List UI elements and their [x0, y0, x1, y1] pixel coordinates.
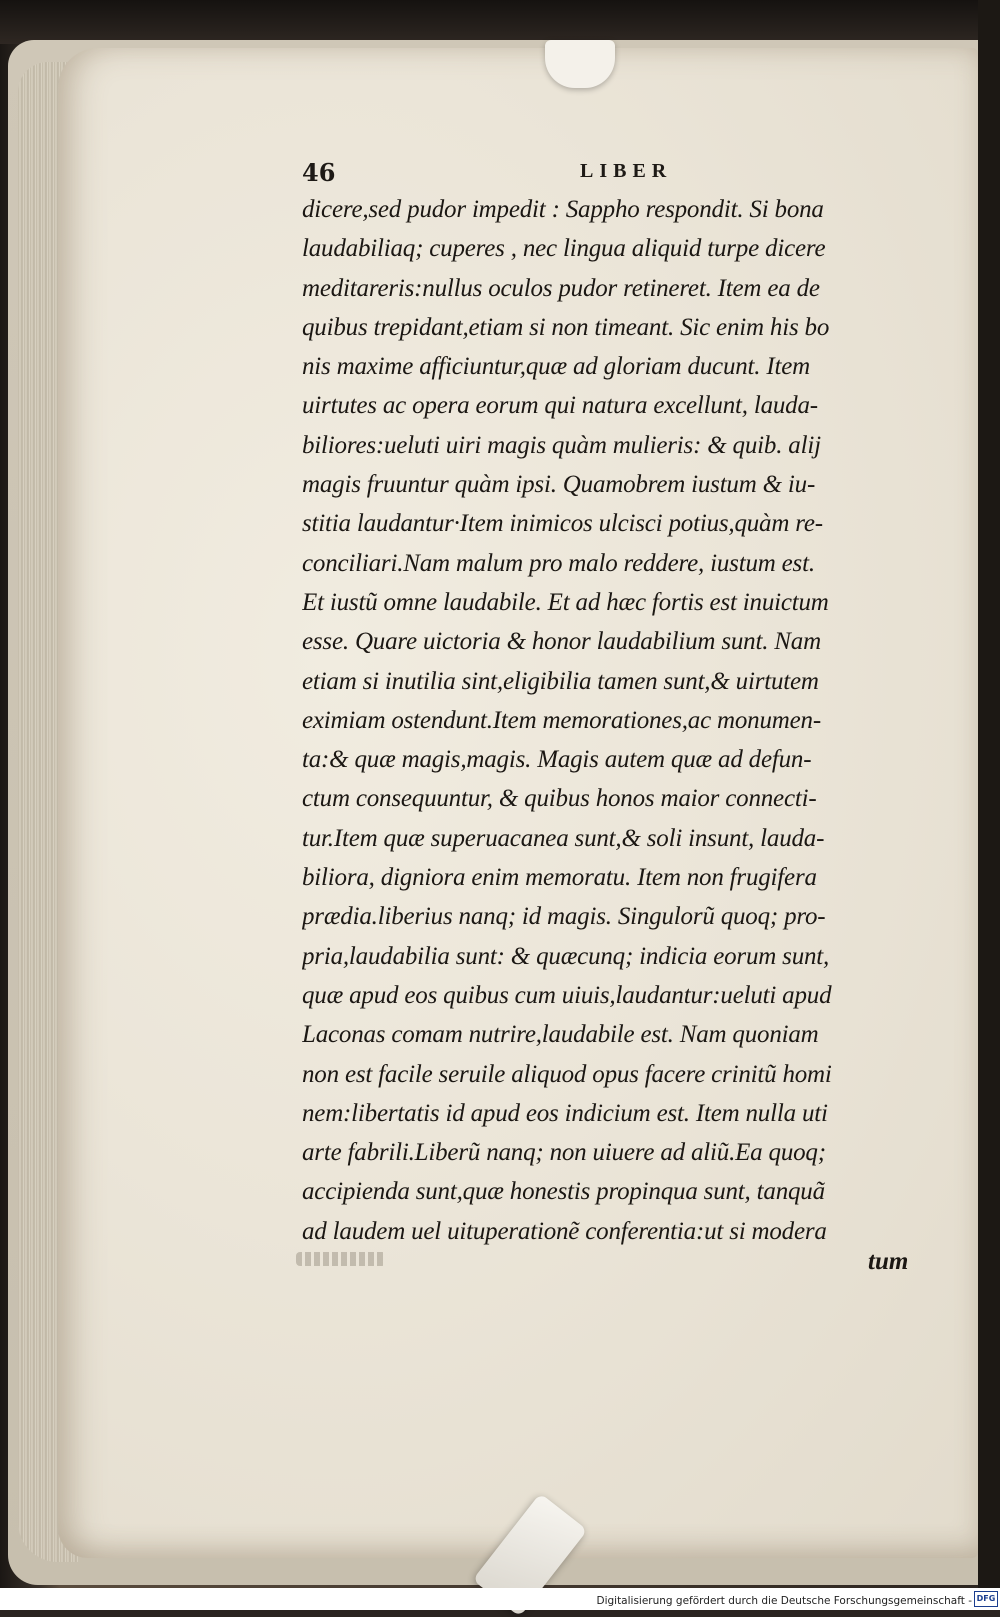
- text-line: Et iustũ omne laudabile. Et ad hæc fortis est inuictum: [302, 588, 829, 616]
- page-header: [302, 158, 922, 188]
- digitization-credit: Digitalisierung gefördert durch die Deutsche Forschungsgemeinschaft -: [596, 1595, 972, 1607]
- text-line: pria,laudabilia sunt: & quæcunq; indicia eorum sunt,: [302, 942, 830, 970]
- text-line: conciliari.Nam malum pro malo reddere, iustum est.: [302, 549, 815, 577]
- text-line: biliora, digniora enim memoratu. Item non frugifera: [302, 864, 817, 892]
- running-head: LIBER: [580, 160, 673, 182]
- text-line: laudabiliaq; cuperes , nec lingua aliquid turpe dicere: [302, 235, 826, 263]
- text-line: dicere,sed pudor impedit : Sappho respondit. Si bona: [302, 196, 824, 223]
- page-number: 46: [302, 158, 336, 187]
- catchword: tum: [868, 1248, 909, 1275]
- text-line: nem:libertatis id apud eos indicium est. Item nulla uti: [302, 1099, 828, 1127]
- text-line: ctum consequuntur, & quibus honos maior connecti-: [302, 785, 817, 813]
- text-line: prædia.liberius nanq; id magis. Singulorũ quoq; pro-: [302, 903, 826, 931]
- scan-right-edge: [978, 0, 1000, 1610]
- text-line: ta:& quæ magis,magis. Magis autem quæ ad defun-: [302, 746, 812, 774]
- text-line: non est facile seruile aliquod opus facere crinitũ homi: [302, 1060, 832, 1088]
- text-line: stitia laudantur·Item inimicos ulcisci potius,quàm re-: [302, 510, 823, 538]
- text-line: meditareris:nullus oculos pudor retineret. Item ea de: [302, 274, 820, 302]
- footer-bar: [0, 1588, 1000, 1610]
- text-line: biliores:ueluti uiri magis quàm mulieris: & quib. alij: [302, 431, 821, 459]
- text-line: quæ apud eos quibus cum uiuis,laudantur:ueluti apud: [302, 981, 832, 1009]
- page-clip: [545, 40, 615, 88]
- dfg-logo-icon: DFG: [974, 1591, 998, 1607]
- text-line: tur.Item quæ superuacanea sunt,& soli insunt, lauda-: [302, 824, 825, 852]
- text-line: quibus trepidant,etiam si non timeant. Sic enim his bo: [302, 313, 830, 341]
- text-line: esse. Quare uictoria & honor laudabilium sunt. Nam: [302, 628, 821, 656]
- text-line: accipienda sunt,quæ honestis propinqua sunt, tanquã: [302, 1178, 825, 1206]
- text-line: uirtutes ac opera eorum qui natura excellunt, lauda-: [302, 392, 818, 420]
- text-line: nis maxime afficiuntur,quæ ad gloriam ducunt. Item: [302, 353, 811, 381]
- show-through-ink: [296, 1252, 386, 1266]
- text-line: arte fabrili.Liberũ nanq; non uiuere ad aliũ.Ea quoq;: [302, 1139, 826, 1167]
- text-line: magis fruuntur quàm ipsi. Quamobrem iustum & iu-: [302, 471, 816, 499]
- text-line: eximiam ostendunt.Item memorationes,ac monumen-: [302, 706, 821, 734]
- text-line: ad laudem uel uituperationẽ conferentia:ut si modera: [302, 1217, 827, 1245]
- text-line: Laconas comam nutrire,laudabile est. Nam quoniam: [302, 1021, 819, 1049]
- text-line: etiam si inutilia sint,eligibilia tamen sunt,& uirtutem: [302, 667, 819, 695]
- scan-top-edge: [0, 0, 1000, 44]
- text-block: [302, 190, 927, 1251]
